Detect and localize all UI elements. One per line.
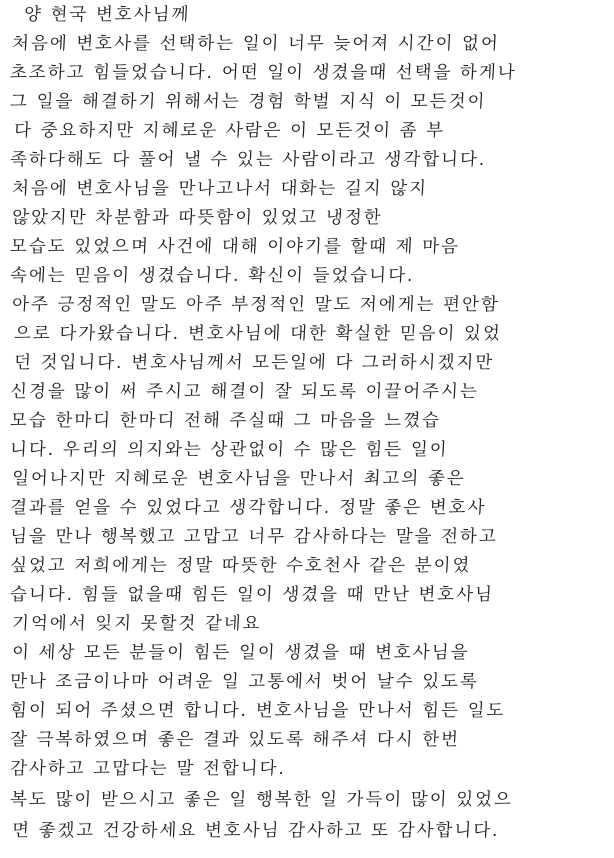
letter-line-10: 속에는 믿음이 생겼습니다. 확신이 들었습니다.: [9, 266, 416, 286]
letter-line-20: 싶었고 저희에게는 정말 따뜻한 수호천사 같은 분이였: [9, 556, 472, 576]
letter-line-22: 기억에서 잊지 못할것 같네요: [11, 614, 263, 634]
letter-line-4: 그 일을 해결하기 위해서는 경험 학벌 지식 이 모든것이: [9, 92, 487, 112]
letter-line-26: 잘 극복하였으며 좋은 결과 있도록 해주셔 다시 한번: [9, 730, 461, 750]
letter-line-6: 족하다해도 다 풀어 낼 수 있는 사람이라고 생각합니다.: [9, 150, 487, 170]
letter-line-23: 이 세상 모든 분들이 힘든 일이 생겼을 때 변호사님을: [11, 643, 471, 663]
letter-line-18: 결과를 얻을 수 있었다고 생각합니다. 정말 좋은 변호사: [9, 498, 487, 518]
letter-line-17: 일어나지만 지혜로운 변호사님을 만나서 최고의 좋은: [11, 469, 467, 489]
letter-line-8: 않았지만 차분함과 따뜻함이 있었고 냉정한: [11, 208, 384, 228]
letter-line-2: 처음에 변호사를 선택하는 일이 너무 늦어져 시간이 없어: [11, 34, 501, 54]
letter-line-12: 으로 다가왔습니다. 변호사님에 대한 확실한 믿음이 있었: [13, 324, 503, 344]
letter-line-9: 모습도 있었으며 사건에 대해 이야기를 할때 제 마음: [9, 237, 461, 257]
letter-line-3: 초조하고 힘들었습니다. 어떤 일이 생겼을때 선택을 하게나: [9, 63, 518, 83]
letter-line-13: 던 것입니다. 변호사님께서 모든일에 다 그러하시겠지만: [13, 353, 495, 373]
letter-line-28: 복도 많이 받으시고 좋은 일 행복한 일 가득이 많이 있었으: [9, 790, 514, 810]
letter-line-21: 습니다. 힘들 없을때 힘든 일이 생겼을 때 만난 변호사님: [9, 585, 495, 605]
letter-line-27: 감사하고 고맙다는 말 전합니다.: [9, 759, 287, 779]
letter-line-29: 면 좋겠고 건강하세요 변호사님 감사하고 또 감사합니다.: [11, 821, 501, 841]
letter-line-15: 모습 한마디 한마디 전해 주실때 그 마음을 느꼈습: [9, 411, 442, 431]
letter-line-19: 님을 만나 행복했고 고맙고 너무 감사하다는 말을 전하고: [9, 527, 499, 547]
letter-line-14: 신경을 많이 써 주시고 해결이 잘 되도록 이끌어주시는: [9, 382, 480, 402]
letter-line-5: 다 중요하지만 지혜로운 사람은 이 모든것이 좀 부: [13, 121, 446, 141]
letter-line-24: 만나 조금이나마 어려운 일 고통에서 벗어 날수 있도록: [9, 672, 480, 692]
letter-line-25: 힘이 되어 주셨으면 합니다. 변호사님을 만나서 힘든 일도: [9, 701, 506, 721]
letter-line-7: 처음에 변호사님을 만나고나서 대화는 길지 않지: [11, 179, 429, 199]
letter-line-11: 아주 긍정적인 말도 아주 부정적인 말도 저에게는 편안함: [11, 295, 501, 315]
letter-line-1: 양 현국 변호사님께: [23, 5, 191, 25]
letter-line-16: 니다. 우리의 의지와는 상관없이 수 많은 힘든 일이: [9, 440, 450, 460]
